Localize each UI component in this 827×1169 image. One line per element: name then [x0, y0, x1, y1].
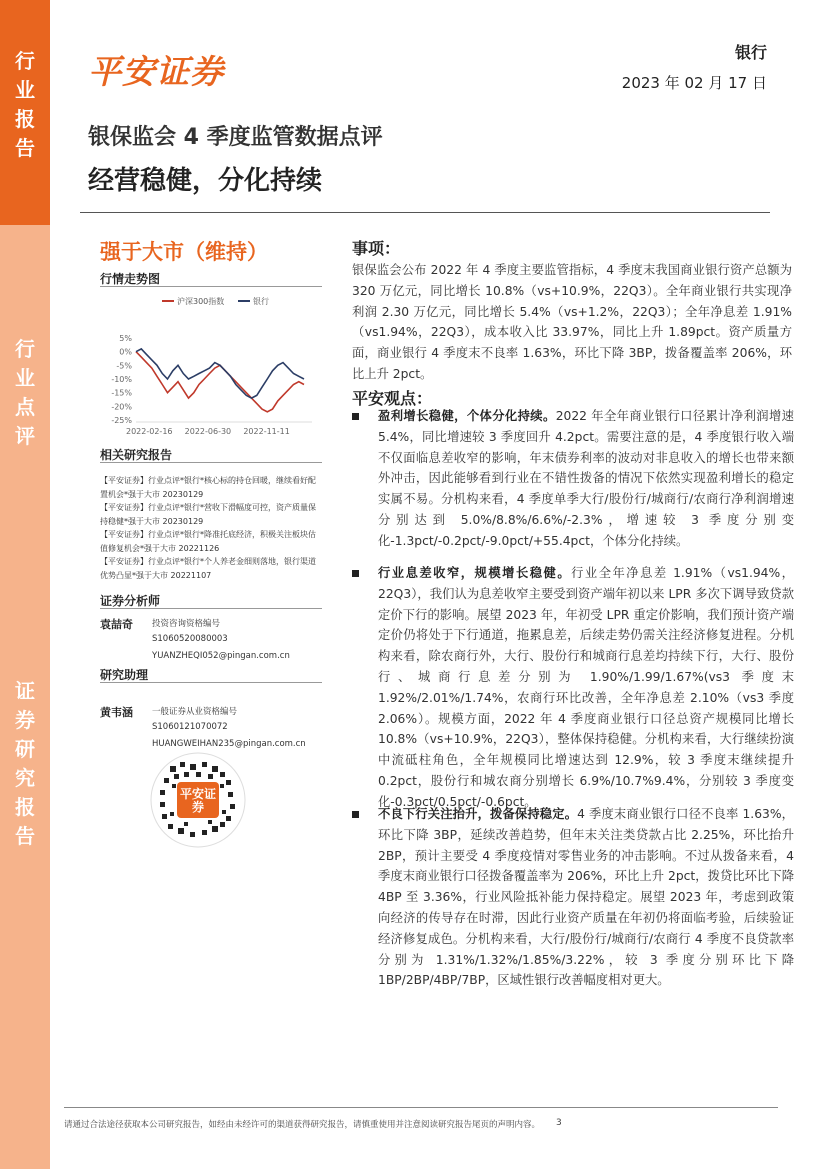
related-report-item[interactable]: 【平安证券】行业点评*银行*核心标的持仓回暖，继续看好配置机会*强于大市 20230129 — [100, 476, 316, 499]
section-rule — [100, 286, 322, 287]
rating-label: 强于大市（维持） — [100, 240, 268, 264]
related-report-item[interactable]: 【平安证券】行业点评*银行*营收下滑幅度可控，资产质量保持稳健*强于大市 20230129 — [100, 503, 316, 526]
report-date: 2023 年 02 月 17 日 — [621, 74, 767, 92]
analyst-id: S1060520080003 — [152, 634, 228, 644]
analyst-section-label: 证券分析师 — [100, 594, 161, 608]
side-band-label: 证券研究报告 — [15, 679, 35, 848]
y-tick-label: -20% — [111, 402, 132, 412]
related-reports-label: 相关研究报告 — [100, 448, 173, 462]
related-report-item[interactable]: 【平安证券】行业点评*银行*降准托底经济，积极关注板块估值修复机会*强于大市 20221126 — [100, 530, 316, 553]
sector-label: 银行 — [734, 43, 767, 62]
side-band-label: 行业报告 — [15, 49, 35, 160]
y-tick-label: -15% — [111, 388, 132, 398]
view-point — [352, 804, 794, 991]
assistant-section-label: 研究助理 — [100, 668, 149, 682]
legend-label: 银行 — [253, 297, 269, 306]
bullet-square-icon — [352, 811, 359, 818]
view-point-body: 4 季度末商业银行口径不良率 1.63%，环比下降 3BP，延续改善趋势，但年末关注类贷款占比 2.25%，环比抬升 2BP，预计主要受 4 季度疫情对零售业务的冲击影响。不过从拨备来看，4 季度末商业银行口径拨备覆盖率为 206%，环比上升 2pct，拨贷比环比下降 4BP 至 3.36%，行业风险抵补能力保持稳定。展望 2023 年，考虑到政策向经济的传导存在时滞，因此行业资产质量在年初仍将面临考验，后续验证经济修复成色。分机构来看，大行/股份行/城商行/农商行 4 季度不良贷款率分别为 1.31%/1.32%/1.85%/3.22%，较 3 季度分别环比下降 1BP/2BP/4BP/7BP，区域性银行改善幅度相对更大。 — [378, 807, 794, 988]
analyst-email[interactable]: YUANZHEQI052@pingan.com.cn — [152, 651, 290, 661]
legend-label: 沪深300指数 — [177, 297, 225, 306]
page-number: 3 — [556, 1118, 562, 1128]
view-point-lead: 不良下行关注抬升，拨备保持稳定。 — [378, 807, 578, 821]
series-line — [136, 352, 304, 412]
related-reports-list — [100, 474, 322, 582]
assistant-id: S1060121070072 — [152, 722, 228, 732]
side-band-report-type — [0, 0, 50, 225]
view-point-lead: 盈利增长稳健，个体分化持续。 — [378, 409, 556, 423]
view-point-text — [378, 563, 794, 813]
side-band-category — [0, 655, 50, 1169]
view-point-body: 2022 年全年商业银行口径累计净利润增速 5.4%，同比增速较 3 季度回升 4.2pct。需要注意的是，4 季度银行收入端不仅面临息差收窄的影响，年末债券利率的波动对非息收入的增长也带来额外冲击，因此能够看到行业在不错性拨备的情况下依然实现盈利增长的稳定实属不易。分机构来看，4 季度单季大行/股份行/城商行/农商行净利润增速分别达到 5.0%/8.8%/6.6%/-2.3%，增速较 3 季度分别变化-1.3pct/-0.2pct/-9.0pct/+55.4pct，个体分化持续。 — [378, 409, 794, 548]
header-divider — [80, 212, 770, 213]
side-band — [0, 0, 50, 1169]
assistant-email[interactable]: HUANGWEIHAN235@pingan.com.cn — [152, 739, 306, 749]
brand-logo: 平安证券 — [88, 52, 224, 91]
qr-center-logo: 平安证券 — [180, 787, 217, 814]
analyst-card — [100, 616, 340, 664]
footer-disclaimer: 请通过合法途径获取本公司研究报告，如经由未经许可的渠道获得研究报告，请慎重使用并注意阅读研究报告尾页的声明内容。 — [64, 1120, 541, 1130]
event-heading: 事项： — [352, 239, 401, 258]
qr-code-image[interactable] — [150, 752, 246, 848]
section-rule — [100, 682, 322, 683]
view-point — [352, 406, 794, 552]
report-subtitle: 银保监会 4 季度监管数据点评 — [88, 125, 383, 150]
x-tick-label: 2022-06-30 — [184, 427, 232, 436]
assistant-card — [100, 704, 340, 752]
assistant-qualification: 一般证券从业资格编号 — [152, 707, 238, 717]
x-tick-label: 2022-11-11 — [243, 427, 290, 436]
bullet-square-icon — [352, 413, 359, 420]
trend-chart-svg — [100, 290, 322, 460]
x-tick-label: 2022-02-16 — [126, 427, 173, 436]
view-point — [352, 563, 794, 813]
view-point-text — [378, 406, 794, 552]
view-heading: 平安观点： — [352, 389, 433, 408]
side-band-report-kind — [0, 225, 50, 655]
y-tick-label: -10% — [111, 375, 132, 384]
view-point-lead: 行业息差收窄，规模增长稳健。 — [378, 566, 572, 580]
section-rule — [100, 608, 322, 609]
y-tick-label: -25% — [111, 416, 132, 425]
y-tick-label: 5% — [119, 334, 132, 343]
analyst-qualification: 投资咨询资格编号 — [152, 619, 221, 629]
y-tick-label: 0% — [119, 347, 132, 357]
view-point-body: 行业全年净息差 1.91%（vs1.94%，22Q3），我们认为息差收窄主要受到资产端年初以来 LPR 多次下调导致贷款定价下行的影响。展望 2023 年，年初受 LPR 重定价影响，我们预计资产端定价仍将处于下行通道，拖累息差，后续走势仍需关注经济修复进程。分机构来看，除农商行外，大行、股份行和城商行息差均持续下行，大行、股份行、城商行息差分别为 1.90%/1.99/1.67%(vs3 季度末 1.92%/2.01%/1.74%，农商行环比改善，全年净息差 2.10%（vs3 季度 2.06%）。规模方面，2022 年 4 季度商业银行口径总资产规模同比增长 10.8%（vs+10.9%，22Q3），整体保持稳健。分机构来看，大行继续扮演中流砥柱角色，全年规模同比增速达到 12.9%，较 3 季度末继续提升 0.2pct，股份行和城农商分别增长 6.9%/10.7%9.4%，分别较 3 季度变化-0.3pct/0.5pct/-0.6pct。 — [378, 566, 794, 809]
footer-divider — [64, 1107, 778, 1108]
trend-chart — [100, 290, 322, 460]
analyst-name: 袁喆奇 — [100, 618, 133, 631]
side-band-label: 行业点评 — [15, 337, 35, 448]
series-line — [136, 349, 304, 398]
view-point-text — [378, 804, 794, 991]
report-title: 经营稳健，分化持续 — [88, 166, 323, 196]
bullet-square-icon — [352, 570, 359, 577]
event-paragraph: 银保监会公布 2022 年 4 季度主要监管指标，4 季度末我国商业银行资产总额为 320 万亿元，同比增长 10.8%（vs+10.9%，22Q3）。全年商业银行共实现净利润 2.30 万亿元，同比增长 5.4%（vs+1.2%，22Q3）；全年净息差 1.91%（vs1.94%，22Q3），成本收入比 33.97%，同比上升 1.89pct。资产质量方面，商业银行 4 季度末不良率 1.63%，环比下降 3BP，拨备覆盖率 206%，环比上升 2pct。 — [352, 263, 792, 381]
related-report-item[interactable]: 【平安证券】行业点评*银行*个人养老金细则落地，银行渠道优势凸显*强于大市 20221107 — [100, 557, 316, 580]
section-rule — [100, 462, 322, 463]
y-tick-label: -5% — [116, 361, 132, 371]
trend-chart-label: 行情走势图 — [100, 272, 161, 286]
assistant-name: 黄韦涵 — [100, 706, 133, 719]
